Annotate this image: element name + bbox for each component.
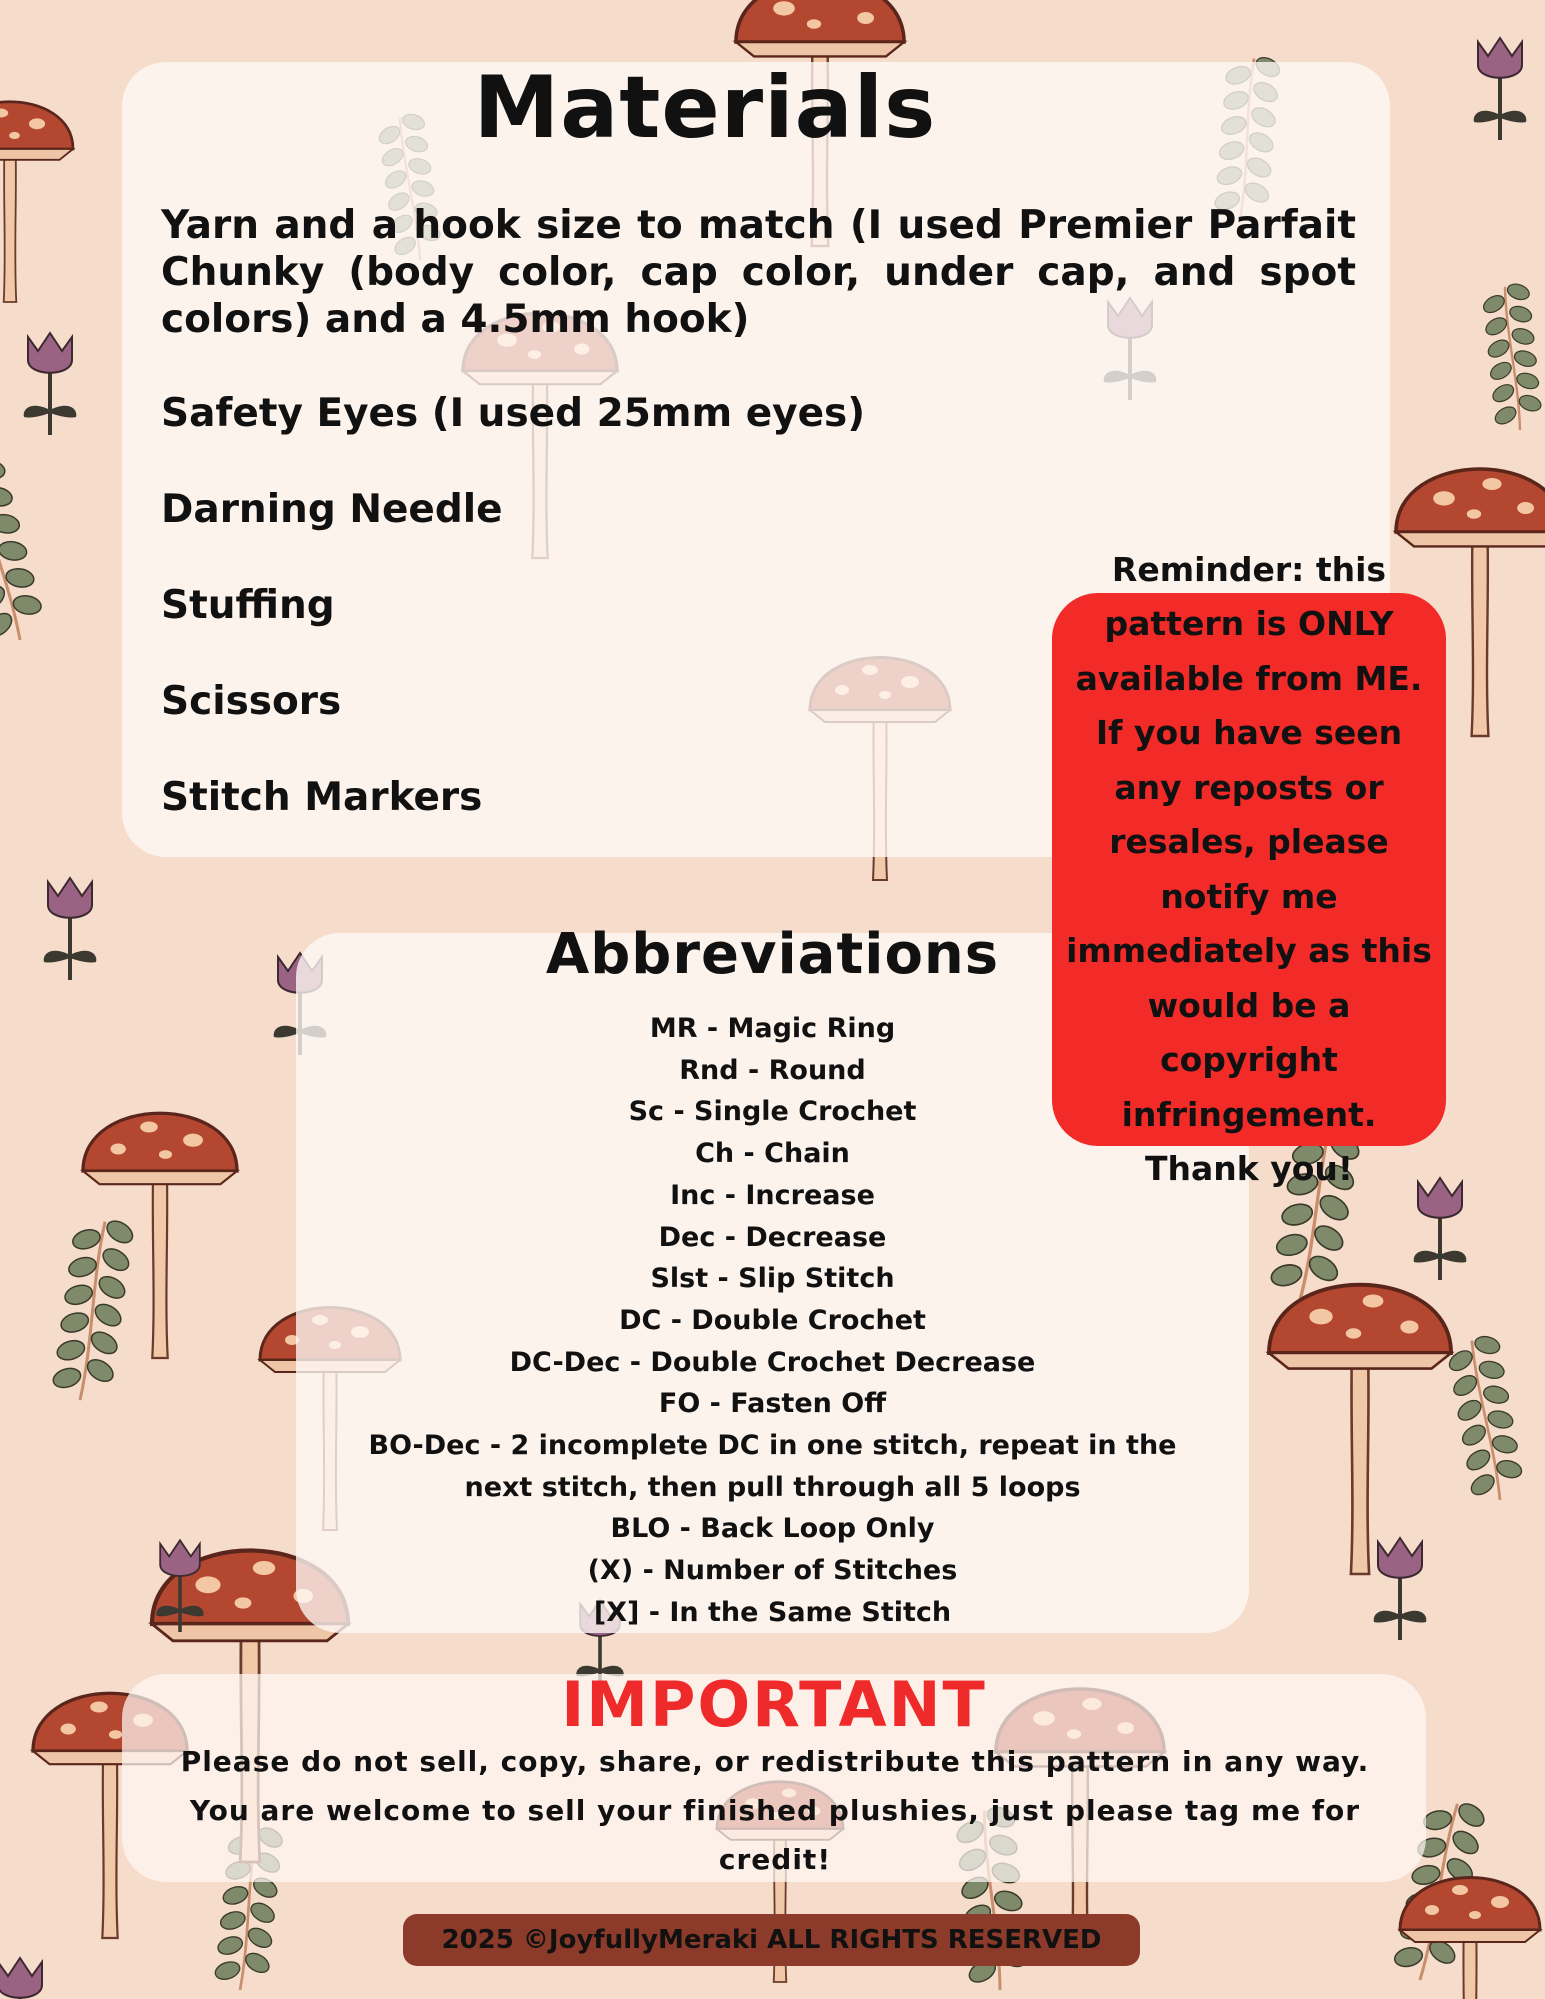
tulip-icon [24,333,77,435]
abbreviation-item: Ch - Chain [695,1138,850,1170]
abbreviation-item: DC - Double Crochet [619,1304,926,1336]
leaf-icon [1479,279,1545,432]
tulip-icon [1374,1538,1427,1640]
mushroom-icon [1400,1878,1540,1999]
leaf-icon [0,452,51,649]
material-item: Scissors [161,679,342,724]
tulip-icon [44,878,97,980]
materials-heading: Materials [473,58,937,158]
tulip-icon [0,1958,46,1999]
important-text: Please do not sell, copy, share, or redistribute this pattern in any way. You are welcome to sell your finished plushies, just please tag me for credit! [180,1745,1370,1876]
abbreviation-item: Dec - Decrease [658,1221,887,1253]
tulip-icon [1474,38,1527,140]
abbreviation-item: [X] - In the Same Stitch [593,1596,952,1628]
mushroom-icon [1269,1285,1451,1574]
abbreviation-item: (X) - Number of Stitches [587,1555,958,1587]
abbreviation-item: BLO - Back Loop Only [610,1513,935,1545]
material-item: Darning Needle [161,487,503,532]
abbreviations-heading: Abbreviations [545,922,1000,987]
reminder-text: Reminder: this pattern is ONLY available from ME. If you have seen any reposts or resales, please notify me immediately as this would be a copyright infringement. Thank you! [1066,549,1432,1188]
abbreviation-item: Slst - Slip Stitch [650,1263,895,1295]
material-item: Yarn and a hook size to match (I used Premier Parfait Chunky (body color, cap color, under cap, and spot colors) and a 4.5mm hook) [161,203,1356,342]
abbreviation-item: Rnd - Round [679,1054,866,1086]
leaf-icon [48,1211,138,1404]
material-item: Stuffing [161,583,335,628]
material-item: Stitch Markers [161,775,483,820]
material-item: Safety Eyes (I used 25mm eyes) [161,391,866,436]
abbreviation-item: DC-Dec - Double Crochet Decrease [509,1346,1036,1378]
copyright-text: 2025 ©JoyfullyMeraki ALL RIGHTS RESERVED [441,1925,1102,1955]
leaf-icon [1442,1330,1529,1505]
abbreviation-item: FO - Fasten Off [658,1388,887,1420]
abbreviation-item: Sc - Single Crochet [628,1096,917,1128]
abbreviation-item: Inc - Increase [670,1179,875,1211]
abbreviation-item: MR - Magic Ring [649,1013,896,1044]
copyright-footer [403,1914,1140,1966]
abbreviations-list [296,1008,1249,1634]
abbreviation-item: BO-Dec - 2 incomplete DC in one stitch, repeat in the next stitch, then pull through all 5 loops [368,1430,1177,1503]
important-heading: IMPORTANT [561,1668,987,1741]
